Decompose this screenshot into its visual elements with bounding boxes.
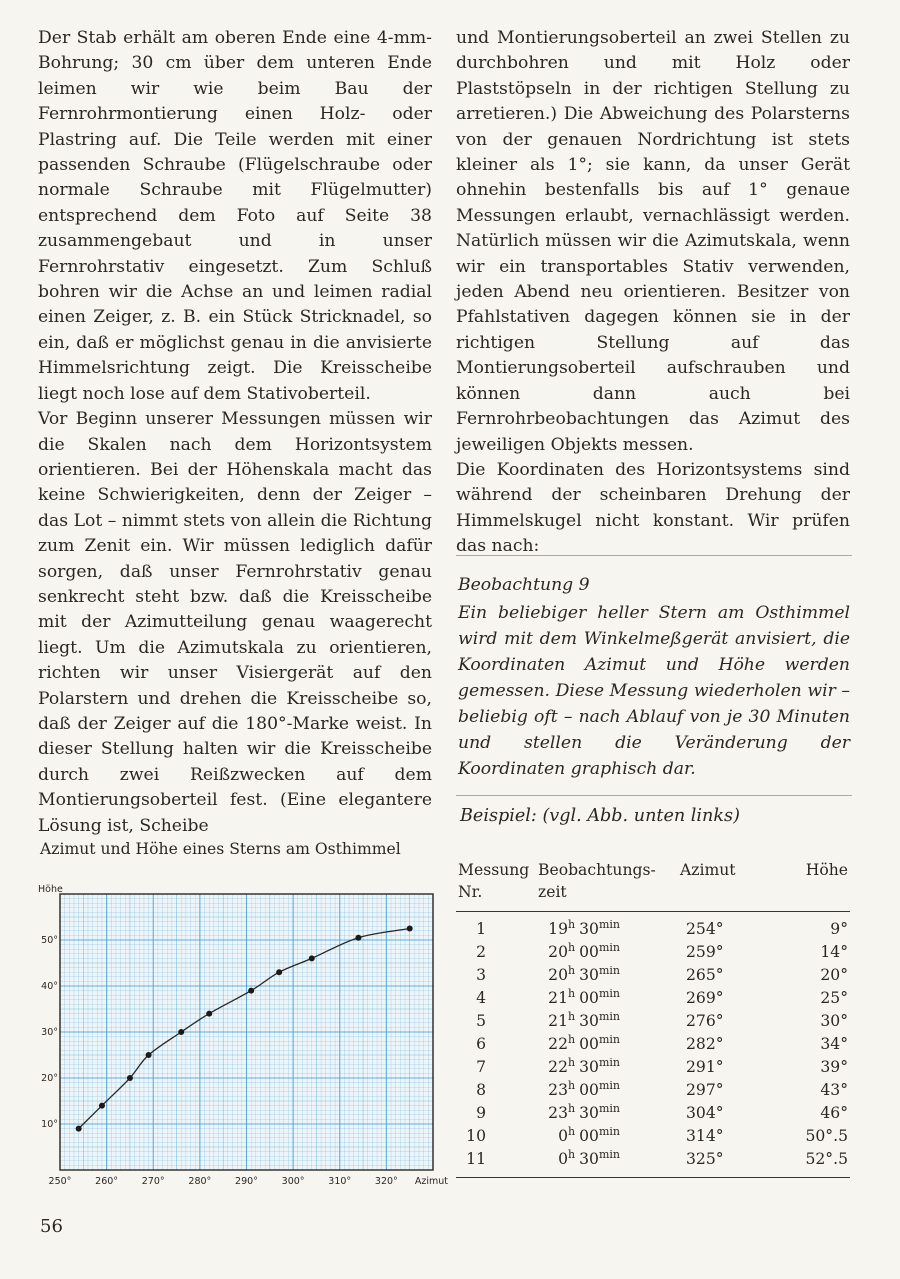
cell-number: 8 xyxy=(476,1081,486,1099)
cell-height: 30° xyxy=(820,1012,848,1030)
cell-height: 43° xyxy=(820,1081,848,1099)
cell-time: 22$^h$ $00^{min}$ xyxy=(548,1033,620,1053)
table-row xyxy=(456,1033,850,1056)
x-tick-label: 320° xyxy=(374,1176,398,1187)
cell-time: 21$^h$ $30^{min}$ xyxy=(548,1010,620,1030)
measurement-table xyxy=(456,853,850,1178)
cell-number: 10 xyxy=(466,1127,486,1145)
cell-height: 34° xyxy=(820,1035,848,1053)
data-point xyxy=(206,1011,212,1017)
left-text-column xyxy=(38,26,432,839)
table-row xyxy=(456,1102,850,1125)
table-row xyxy=(456,987,850,1010)
paragraph: Vor Beginn unserer Messungen müssen wir die Skalen nach dem Horizontsystem orientieren. Bei der Höhenskala macht das keine Schwierigkeiten, denn der Zeiger – das Lot – nimmt stets von allein die Richtung zum Zenit ein. Wir müssen lediglich dafür sorgen, daß unser Fernrohrstativ genau senkrecht steht bzw. daß die Kreisscheibe mit der Azimutteilung genau waagerecht liegt. Um die Azimutskala zu orientieren, richten wir unser Visiergerät auf den Polarstern und drehen die Kreisscheibe so, daß der Zeiger auf die 180°-Marke weist. In dieser Stellung halten wir die Kreisscheibe durch zwei Reißzwecken auf dem Montierungsoberteil fest. (Eine elegantere Lösung ist, Scheibe xyxy=(38,409,432,836)
cell-azimuth: 314° xyxy=(686,1127,724,1145)
table-row xyxy=(456,1125,850,1148)
azimuth-height-chart xyxy=(30,880,450,1190)
x-tick-label: 270° xyxy=(141,1176,165,1187)
cell-time: 0$^h$ $00^{min}$ xyxy=(558,1125,620,1145)
cell-height: 9° xyxy=(830,920,848,938)
cell-number: 7 xyxy=(476,1058,486,1076)
cell-number: 11 xyxy=(456,1148,538,1178)
cell-azimuth: 325° xyxy=(680,1148,790,1178)
paragraph: Der Stab erhält am oberen Ende eine 4-mm-Bohrung; 30 cm über dem unteren Ende leimen wir wie beim Bau der Fernrohrmontierung einen Holz- oder Plastring auf. Die Teile werden mit einer passenden Schraube (Flügelschraube oder normale Schraube mit Flügelmutter) entsprechend dem Foto auf Seite 38 zusammengebaut und in unser Fernrohrstativ eingesetzt. Zum Schluß bohren wir die Achse an und leimen radial einen Zeiger, z. B. ein Stück Stricknadel, so ein, daß er möglichst genau in die anvisierte Himmelsrichtung zeigt. Die Kreisscheibe liegt noch lose auf dem Stativoberteil. xyxy=(38,28,432,404)
observation-text: Ein beliebiger heller Stern am Osthimmel wird mit dem Winkelmeßgerät anvisiert, die Koordinaten Azimut und Höhe werden gemessen. Diese Messung wiederholen wir – beliebig oft – nach Ablauf von je 30 Minuten und stellen die Veränderung der Koordinaten graphisch dar. xyxy=(458,603,850,779)
cell-height: 46° xyxy=(820,1104,848,1122)
chart-title: Azimut und Höhe eines Sterns am Osthimmel xyxy=(40,840,401,858)
y-tick-label: 20° xyxy=(41,1073,58,1084)
cell-time: 22$^h$ $30^{min}$ xyxy=(548,1056,620,1076)
cell-azimuth: 297° xyxy=(686,1081,724,1099)
cell-time: 23$^h$ $00^{min}$ xyxy=(548,1079,620,1099)
cell-azimuth: 259° xyxy=(686,943,724,961)
observation-box xyxy=(458,572,850,782)
cell-azimuth: 304° xyxy=(686,1104,724,1122)
data-point xyxy=(248,988,254,994)
observation-title: Beobachtung 9 xyxy=(458,575,590,595)
cell-time: 19$^h$ $30^{min}$ xyxy=(548,918,620,938)
table-row xyxy=(456,941,850,964)
paragraph: Die Koordinaten des Horizontsystems sind während der scheinbaren Drehung der Himmelskugel nicht konstant. Wir prüfen das nach: xyxy=(456,459,850,557)
x-tick-label: 300° xyxy=(281,1176,305,1187)
x-tick-label: 290° xyxy=(235,1176,258,1187)
table-body xyxy=(456,912,850,1178)
cell-number: 3 xyxy=(476,966,486,984)
cell-height: 14° xyxy=(820,943,848,961)
data-point xyxy=(178,1029,184,1035)
example-title: Beispiel: (vgl. Abb. unten links) xyxy=(460,806,740,826)
data-point xyxy=(309,955,315,961)
data-point xyxy=(127,1075,133,1081)
y-tick-label: 30° xyxy=(41,1027,58,1038)
cell-number: 6 xyxy=(476,1035,486,1053)
table-row xyxy=(456,912,850,942)
cell-azimuth: 276° xyxy=(686,1012,724,1030)
table-row xyxy=(456,1079,850,1102)
cell-number: 1 xyxy=(476,920,486,938)
y-tick-label: 40° xyxy=(41,981,58,992)
cell-height: 25° xyxy=(820,989,848,1007)
table-header-row xyxy=(456,853,850,912)
data-point xyxy=(355,935,361,941)
data-point xyxy=(76,1126,82,1132)
table-row xyxy=(456,1148,850,1178)
page-number: 56 xyxy=(40,1216,63,1237)
cell-time: 20$^h$ $00^{min}$ xyxy=(548,941,620,961)
y-axis-label: Höhe xyxy=(38,884,63,895)
divider-top xyxy=(456,555,852,556)
y-tick-label: 10° xyxy=(41,1119,58,1130)
table-row xyxy=(456,1056,850,1079)
cell-azimuth: 282° xyxy=(686,1035,724,1053)
x-axis-label: Azimut xyxy=(414,1176,448,1187)
header-height: Höhe xyxy=(790,853,850,912)
x-tick-label: 310° xyxy=(328,1176,352,1187)
cell-height: 52°.5 xyxy=(790,1148,850,1178)
cell-azimuth: 269° xyxy=(686,989,724,1007)
cell-height: 39° xyxy=(820,1058,848,1076)
cell-number: 9 xyxy=(476,1104,486,1122)
cell-azimuth: 254° xyxy=(686,920,724,938)
cell-height: 50°.5 xyxy=(805,1127,848,1145)
data-point xyxy=(99,1103,105,1109)
right-text-column xyxy=(456,26,850,560)
cell-time: 0$^h$ $30^{min}$ xyxy=(538,1148,680,1178)
cell-number: 5 xyxy=(476,1012,486,1030)
x-tick-label: 250° xyxy=(48,1176,72,1187)
cell-time: 23$^h$ $30^{min}$ xyxy=(548,1102,620,1122)
y-tick-label: 50° xyxy=(41,935,58,946)
header-azimuth: Azimut xyxy=(680,853,790,912)
table-row xyxy=(456,964,850,987)
x-tick-label: 280° xyxy=(188,1176,212,1187)
data-point xyxy=(146,1052,152,1058)
x-tick-label: 260° xyxy=(95,1176,119,1187)
cell-azimuth: 265° xyxy=(686,966,724,984)
cell-time: 21$^h$ $00^{min}$ xyxy=(548,987,620,1007)
cell-number: 2 xyxy=(476,943,486,961)
table-row xyxy=(456,1010,850,1033)
divider-bottom xyxy=(456,795,852,796)
cell-number: 4 xyxy=(476,989,486,1007)
cell-height: 20° xyxy=(820,966,848,984)
header-time: Beobachtungs- zeit xyxy=(538,853,680,912)
header-number: Messung Nr. xyxy=(456,853,538,912)
data-point xyxy=(407,926,413,932)
paragraph: und Montierungsoberteil an zwei Stellen zu durchbohren und mit Holz oder Plaststöpseln in der richtigen Stellung zu arretieren.) Die Abweichung des Polarsterns von der genauen Nordrichtung ist stets kleiner als 1°; sie kann, da unser Gerät ohnehin bestenfalls bis auf 1° genaue Messungen erlaubt, vernachlässigt werden. Natürlich müssen wir die Azimutskala, wenn wir ein transportables Stativ verwenden, jeden Abend neu orientieren. Besitzer von Pfahlstativen dagegen können sie in der richtigen Stellung auf das Montierungsoberteil aufschrauben und können dann auch bei Fernrohrbeobachtungen das Azimut des jeweiligen Objekts messen. xyxy=(456,28,850,455)
data-point xyxy=(276,969,282,975)
cell-time: 20$^h$ $30^{min}$ xyxy=(548,964,620,984)
cell-azimuth: 291° xyxy=(686,1058,724,1076)
